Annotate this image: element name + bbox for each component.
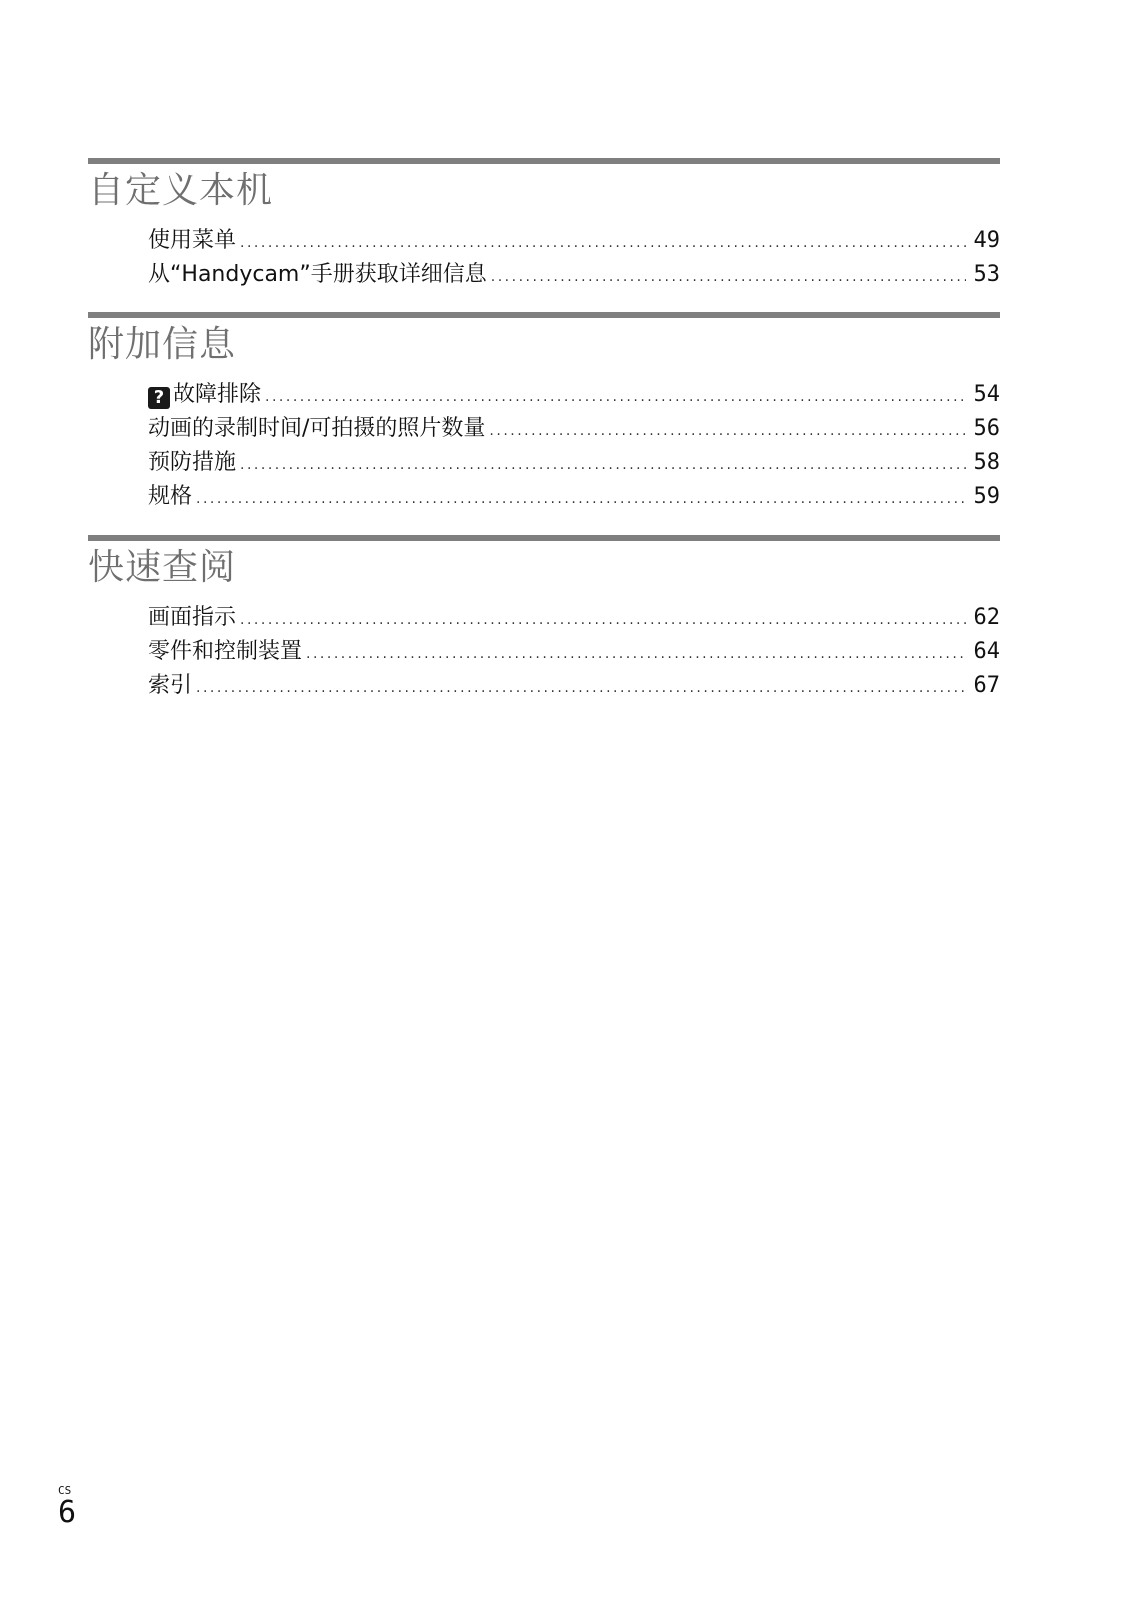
toc-entry-page: 59 <box>973 484 1000 509</box>
toc-entry-label: 故障排除 <box>173 382 262 407</box>
dot-leader <box>196 671 965 705</box>
toc-entry-label: 画面指示 <box>148 605 237 630</box>
toc-entry-label: 索引 <box>148 673 193 698</box>
toc-entry-page: 62 <box>973 605 1000 630</box>
section-divider <box>88 535 1000 541</box>
dot-leader <box>240 448 965 482</box>
toc-entry-page: 56 <box>973 416 1000 441</box>
section-title: 快速查阅 <box>88 547 237 588</box>
section-additional-info <box>88 312 1000 514</box>
page-footer <box>58 1485 76 1529</box>
toc-entry-label: 规格 <box>148 484 193 509</box>
toc-entry[interactable] <box>148 258 1000 292</box>
dot-leader <box>240 226 965 260</box>
toc-entry[interactable] <box>148 412 1000 446</box>
toc-entry-page: 54 <box>973 382 1000 407</box>
section-title: 附加信息 <box>88 324 237 365</box>
toc-entry[interactable] <box>148 601 1000 635</box>
toc-entry[interactable] <box>148 669 1000 703</box>
toc-list <box>88 601 1000 703</box>
toc-entry-label: 从“Handycam”手册获取详细信息 <box>148 262 487 287</box>
toc-entry[interactable] <box>148 378 1000 412</box>
toc-entry-page: 58 <box>973 450 1000 475</box>
section-quick-reference <box>88 535 1000 703</box>
section-customize <box>88 158 1000 292</box>
page-number: 6 <box>58 1495 77 1530</box>
dot-leader <box>491 260 966 294</box>
dot-leader <box>306 637 965 671</box>
dot-leader <box>265 380 965 414</box>
toc-entry[interactable] <box>148 224 1000 258</box>
toc-entry-page: 64 <box>973 639 1000 664</box>
toc-entry[interactable] <box>148 446 1000 480</box>
language-code: CS <box>58 1484 72 1497</box>
toc-list <box>88 378 1000 514</box>
question-icon: ? <box>148 387 170 409</box>
toc-entry-page: 53 <box>973 262 1000 287</box>
toc-entry[interactable] <box>148 480 1000 514</box>
toc-entry-page: 67 <box>973 673 1000 698</box>
toc-list <box>88 224 1000 292</box>
toc-entry-label: 预防措施 <box>148 450 237 475</box>
toc-entry-page: 49 <box>973 228 1000 253</box>
toc-entry[interactable] <box>148 635 1000 669</box>
dot-leader <box>489 414 965 448</box>
toc-entry-label: 动画的录制时间/可拍摄的照片数量 <box>148 416 486 441</box>
section-divider <box>88 158 1000 164</box>
dot-leader <box>240 603 965 637</box>
toc-entry-label: 零件和控制装置 <box>148 639 303 664</box>
toc-entry-label-wrap <box>148 378 261 412</box>
section-title: 自定义本机 <box>88 170 274 211</box>
section-divider <box>88 312 1000 318</box>
dot-leader <box>196 482 965 516</box>
toc-entry-label: 使用菜单 <box>148 228 237 253</box>
